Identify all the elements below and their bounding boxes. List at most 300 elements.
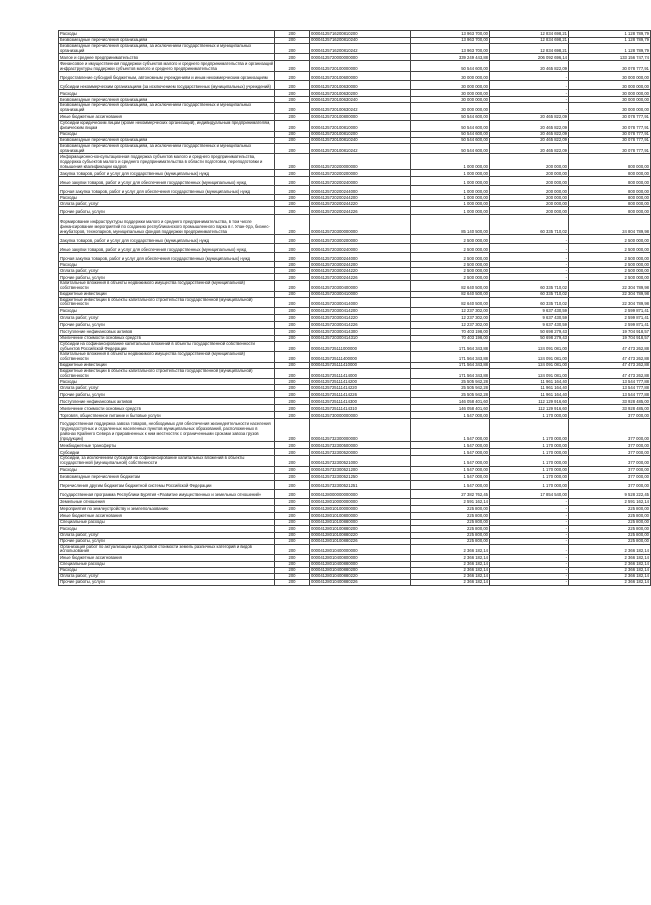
- cell-executed: 11 961 164,40: [490, 391, 569, 398]
- table-row: [59, 412, 651, 419]
- cell-executed: -: [490, 103, 569, 113]
- cell-executed: 206 092 696,14: [490, 54, 569, 61]
- cell-unexecuted: 225 800,00: [569, 532, 651, 538]
- cell-executed: -: [490, 498, 569, 505]
- cell-code: 200: [275, 329, 310, 336]
- cell-name: Безвозмездные перечисления организациям: [59, 137, 275, 143]
- cell-unexecuted: 13 544 777,88: [569, 385, 651, 391]
- cell-approved: 1 000 000,00: [411, 170, 490, 177]
- cell-unexecuted: 24 804 789,98: [569, 215, 651, 235]
- cell-unexecuted: 30 078 777,91: [569, 113, 651, 120]
- cell-name: Расходы: [59, 308, 275, 315]
- cell-code: 200: [275, 315, 310, 322]
- cell-approved: 2 500 000,00: [411, 253, 490, 262]
- cell-unexecuted: 225 800,00: [569, 519, 651, 525]
- cell-unexecuted: 2 500 000,00: [569, 262, 651, 268]
- cell-approved: 2 500 000,00: [411, 235, 490, 244]
- cell-name: Поступление нефинансовых активов: [59, 398, 275, 405]
- cell-kbk: 00004125725111410000: [310, 362, 411, 368]
- table-row: [59, 103, 651, 113]
- cell-approved: 225 800,00: [411, 519, 490, 525]
- table-row: [59, 352, 651, 362]
- cell-kbk: 00004125732300500000: [310, 442, 411, 449]
- cell-kbk: 00004128010400880220: [310, 574, 411, 580]
- cell-unexecuted: 225 800,00: [569, 505, 651, 512]
- cell-kbk: 00004125720100630240: [310, 97, 411, 103]
- cell-name: Предоставление субсидий бюджетным, автономным учреждениям и иным некоммерческим организациям: [59, 72, 275, 81]
- cell-code: 200: [275, 466, 310, 473]
- cell-name: Субсидии юридическим лицам (кроме некоммерческих организаций), индивидуальным предпринимателям, физическим лицам: [59, 120, 275, 131]
- cell-unexecuted: 377 000,00: [569, 449, 651, 456]
- cell-approved: 1 000 000,00: [411, 154, 490, 170]
- cell-executed: 20 465 822,09: [490, 120, 569, 131]
- cell-unexecuted: 377 000,00: [569, 480, 651, 489]
- cell-name: Бюджетные инвестиции: [59, 291, 275, 297]
- cell-executed: -: [490, 580, 569, 586]
- cell-executed: 12 834 698,21: [490, 31, 569, 38]
- cell-name: Расходы: [59, 195, 275, 201]
- cell-approved: 1 000 000,00: [411, 177, 490, 186]
- cell-executed: 200 000,00: [490, 201, 569, 207]
- table-row: [59, 297, 651, 307]
- cell-code: 200: [275, 281, 310, 291]
- table-row: [59, 120, 651, 131]
- cell-approved: 1 000 000,00: [411, 207, 490, 215]
- cell-unexecuted: 2 366 182,14: [569, 555, 651, 562]
- cell-name: Расходы: [59, 525, 275, 532]
- cell-kbk: 00004125720300244200: [310, 262, 411, 268]
- cell-kbk: 00004128010100880226: [310, 538, 411, 544]
- cell-unexecuted: 30 000 000,00: [569, 90, 651, 97]
- cell-code: 200: [275, 143, 310, 153]
- table-row: [59, 368, 651, 378]
- cell-approved: 225 800,00: [411, 512, 490, 519]
- cell-kbk: 00004125720100600000: [310, 72, 411, 81]
- cell-executed: 20 465 822,09: [490, 61, 569, 72]
- cell-approved: 13 963 700,00: [411, 31, 490, 38]
- table-row: [59, 442, 651, 449]
- cell-code: 200: [275, 154, 310, 170]
- cell-name: Государственная поддержка завоза товаров, необходимых для обеспечения жизнедеятельности населения труднодоступных и отдаленных населенных пунктов муниципальных образований, расположенных в районах Крайнего Севера и приравненных к ним местностях с ограниченными сроками завоза грузов (продукции): [59, 419, 275, 442]
- cell-executed: 112 129 916,60: [490, 398, 569, 405]
- cell-name: Прочие работы, услуги: [59, 274, 275, 281]
- cell-executed: -: [490, 555, 569, 562]
- cell-approved: 2 500 000,00: [411, 262, 490, 268]
- cell-executed: -: [490, 97, 569, 103]
- cell-kbk: 00004125720300414310: [310, 336, 411, 342]
- cell-kbk: 00004128000000000000: [310, 489, 411, 498]
- cell-kbk: 00004128010100880200: [310, 525, 411, 532]
- cell-executed: -: [490, 574, 569, 580]
- cell-kbk: 00004125720200244200: [310, 195, 411, 201]
- cell-executed: 1 170 000,00: [490, 456, 569, 466]
- table-row: [59, 456, 651, 466]
- cell-name: Увеличение стоимости основных средств: [59, 405, 275, 412]
- table-body: [59, 31, 651, 586]
- table-row: [59, 61, 651, 72]
- cell-unexecuted: 225 800,00: [569, 538, 651, 544]
- cell-unexecuted: 47 473 262,88: [569, 352, 651, 362]
- cell-name: Перечисления другим бюджетам бюджетной системы Российской Федерации: [59, 480, 275, 489]
- cell-unexecuted: 225 800,00: [569, 512, 651, 519]
- cell-approved: 171 564 343,88: [411, 342, 490, 352]
- cell-code: 200: [275, 235, 310, 244]
- cell-executed: 1 170 000,00: [490, 480, 569, 489]
- cell-executed: 17 854 540,00: [490, 489, 569, 498]
- cell-name: Закупка товаров, работ и услуг для государственных (муниципальных) нужд: [59, 235, 275, 244]
- cell-approved: 146 058 401,60: [411, 398, 490, 405]
- cell-code: 200: [275, 103, 310, 113]
- cell-approved: 13 963 700,00: [411, 38, 490, 44]
- cell-unexecuted: 377 000,00: [569, 473, 651, 480]
- cell-code: 200: [275, 170, 310, 177]
- cell-unexecuted: 47 473 262,88: [569, 368, 651, 378]
- cell-name: Безвозмездные перечисления организациям, за исключением государственных и муниципальных организаций: [59, 103, 275, 113]
- cell-unexecuted: 377 000,00: [569, 419, 651, 442]
- cell-name: Капитальные вложения в объекты недвижимого имущества государственной (муниципальной) собственности: [59, 352, 275, 362]
- cell-unexecuted: 9 528 222,45: [569, 489, 651, 498]
- cell-code: 200: [275, 519, 310, 525]
- cell-kbk: 00004125730000000000: [310, 412, 411, 419]
- cell-code: 200: [275, 268, 310, 274]
- table-row: [59, 473, 651, 480]
- cell-code: 200: [275, 253, 310, 262]
- cell-unexecuted: 2 366 182,14: [569, 580, 651, 586]
- cell-name: Бюджетные инвестиции в объекты капитального строительства государственной (муниципальной) собственности: [59, 368, 275, 378]
- cell-code: 200: [275, 568, 310, 574]
- cell-approved: 30 000 000,00: [411, 72, 490, 81]
- cell-kbk: 00004128010100800000: [310, 512, 411, 519]
- cell-name: Организация работ по актуализации кадастровой стоимости земель различных категорий и видов использования: [59, 544, 275, 554]
- cell-executed: 20 465 822,09: [490, 137, 569, 143]
- cell-approved: 50 544 600,00: [411, 137, 490, 143]
- cell-name: Иные бюджетные ассигнования: [59, 555, 275, 562]
- cell-code: 200: [275, 398, 310, 405]
- cell-executed: -: [490, 90, 569, 97]
- cell-code: 200: [275, 385, 310, 391]
- cell-unexecuted: 2 591 162,14: [569, 498, 651, 505]
- cell-executed: 124 091 081,00: [490, 362, 569, 368]
- cell-code: 200: [275, 489, 310, 498]
- cell-executed: -: [490, 544, 569, 554]
- cell-name: Оплата работ, услуг: [59, 532, 275, 538]
- cell-kbk: 00004125725111414200: [310, 379, 411, 385]
- table-row: [59, 54, 651, 61]
- cell-unexecuted: 377 000,00: [569, 456, 651, 466]
- cell-executed: -: [490, 274, 569, 281]
- cell-approved: 1 547 000,00: [411, 449, 490, 456]
- cell-approved: 2 366 182,14: [411, 568, 490, 574]
- cell-unexecuted: 2 500 000,00: [569, 274, 651, 281]
- cell-kbk: 00004125720100000000: [310, 61, 411, 72]
- cell-executed: -: [490, 532, 569, 538]
- cell-executed: 200 000,00: [490, 154, 569, 170]
- cell-kbk: 00004125716200810240: [310, 38, 411, 44]
- table-row: [59, 177, 651, 186]
- cell-name: Бюджетные инвестиции в объекты капитального строительства государственной (муниципальной) собственности: [59, 297, 275, 307]
- cell-unexecuted: 2 599 871,41: [569, 322, 651, 329]
- table-row: [59, 207, 651, 215]
- cell-approved: 1 000 000,00: [411, 186, 490, 195]
- cell-approved: 2 500 000,00: [411, 244, 490, 253]
- cell-name: Увеличение стоимости основных средств: [59, 336, 275, 342]
- cell-kbk: 00004128010100000000: [310, 505, 411, 512]
- cell-kbk: 00004125720200240000: [310, 177, 411, 186]
- table-row: [59, 419, 651, 442]
- cell-unexecuted: 1 128 789,79: [569, 44, 651, 54]
- cell-name: Межбюджетные трансферты: [59, 442, 275, 449]
- cell-code: 200: [275, 405, 310, 412]
- cell-name: Прочие работы, услуги: [59, 580, 275, 586]
- cell-kbk: 00004128010000000000: [310, 498, 411, 505]
- cell-kbk: 00004128010400800000: [310, 555, 411, 562]
- cell-approved: 50 544 600,00: [411, 143, 490, 153]
- cell-kbk: 00004125725111414310: [310, 405, 411, 412]
- cell-kbk: 00004125720100810240: [310, 137, 411, 143]
- cell-code: 200: [275, 274, 310, 281]
- cell-executed: 1 170 000,00: [490, 412, 569, 419]
- cell-code: 200: [275, 244, 310, 253]
- cell-unexecuted: 2 500 000,00: [569, 235, 651, 244]
- cell-name: Расходы: [59, 31, 275, 38]
- cell-kbk: 00004125732300521000: [310, 456, 411, 466]
- cell-kbk: 00004125720200244220: [310, 201, 411, 207]
- cell-unexecuted: 47 473 262,88: [569, 342, 651, 352]
- cell-name: Расходы: [59, 90, 275, 97]
- cell-name: Расходы: [59, 466, 275, 473]
- cell-code: 200: [275, 81, 310, 90]
- cell-unexecuted: 22 304 789,98: [569, 291, 651, 297]
- cell-unexecuted: 2 366 182,14: [569, 544, 651, 554]
- cell-code: 200: [275, 90, 310, 97]
- cell-name: Субсидии некоммерческим организациям (за исключением государственных (муниципальных) учреждений): [59, 81, 275, 90]
- table-row: [59, 544, 651, 554]
- cell-kbk: 00004125720300244226: [310, 274, 411, 281]
- cell-approved: 82 640 500,00: [411, 297, 490, 307]
- cell-kbk: 00004125720100630242: [310, 103, 411, 113]
- cell-code: 200: [275, 207, 310, 215]
- cell-approved: 2 500 000,00: [411, 268, 490, 274]
- cell-kbk: 00004125720300414220: [310, 315, 411, 322]
- cell-unexecuted: 47 473 262,88: [569, 362, 651, 368]
- cell-executed: 20 465 822,09: [490, 131, 569, 137]
- cell-executed: 112 129 916,60: [490, 405, 569, 412]
- table-row: [59, 244, 651, 253]
- cell-code: 200: [275, 362, 310, 368]
- table-row: [59, 44, 651, 54]
- cell-approved: 2 366 182,14: [411, 555, 490, 562]
- cell-name: Субсидии на софинансирование капитальных вложений в объекты государственной собственности субъектов Российской Федерации: [59, 342, 275, 352]
- cell-code: 200: [275, 291, 310, 297]
- cell-kbk: 00004128010100880220: [310, 532, 411, 538]
- cell-unexecuted: 22 304 789,98: [569, 297, 651, 307]
- cell-kbk: 00004125720200000000: [310, 154, 411, 170]
- cell-code: 200: [275, 215, 310, 235]
- cell-executed: -: [490, 538, 569, 544]
- table-row: [59, 498, 651, 505]
- cell-executed: -: [490, 72, 569, 81]
- cell-name: Субсидии: [59, 449, 275, 456]
- cell-unexecuted: 30 000 000,00: [569, 72, 651, 81]
- cell-unexecuted: 2 366 182,14: [569, 568, 651, 574]
- cell-code: 200: [275, 580, 310, 586]
- cell-code: 200: [275, 61, 310, 72]
- cell-kbk: 00004125720200200000: [310, 170, 411, 177]
- cell-approved: 2 366 182,14: [411, 544, 490, 554]
- cell-kbk: 00004125720300000000: [310, 215, 411, 235]
- cell-name: Расходы: [59, 568, 275, 574]
- cell-unexecuted: 800 000,00: [569, 186, 651, 195]
- cell-unexecuted: 1 128 789,79: [569, 38, 651, 44]
- cell-approved: 1 000 000,00: [411, 201, 490, 207]
- cell-unexecuted: 225 800,00: [569, 525, 651, 532]
- cell-code: 200: [275, 342, 310, 352]
- cell-unexecuted: 30 078 777,91: [569, 120, 651, 131]
- cell-code: 200: [275, 352, 310, 362]
- cell-executed: 12 834 698,21: [490, 38, 569, 44]
- cell-name: Иные закупки товаров, работ и услуг для обеспечения государственных (муниципальных) нужд: [59, 177, 275, 186]
- cell-name: Оплата работ, услуг: [59, 315, 275, 322]
- cell-code: 200: [275, 31, 310, 38]
- cell-approved: 171 564 343,88: [411, 368, 490, 378]
- cell-name: Иные бюджетные ассигнования: [59, 113, 275, 120]
- table-row: [59, 143, 651, 153]
- cell-executed: -: [490, 568, 569, 574]
- cell-kbk: 00004125720300414300: [310, 329, 411, 336]
- table-row: [59, 90, 651, 97]
- table-row: [59, 186, 651, 195]
- cell-unexecuted: 22 304 789,98: [569, 281, 651, 291]
- cell-unexecuted: 30 078 777,91: [569, 61, 651, 72]
- cell-approved: 1 547 000,00: [411, 442, 490, 449]
- cell-executed: -: [490, 81, 569, 90]
- cell-kbk: 00004128010400000000: [310, 544, 411, 554]
- cell-executed: -: [490, 253, 569, 262]
- cell-unexecuted: 377 000,00: [569, 412, 651, 419]
- cell-unexecuted: 2 500 000,00: [569, 268, 651, 274]
- cell-kbk: 00004125725111414220: [310, 385, 411, 391]
- cell-approved: 25 505 942,28: [411, 391, 490, 398]
- cell-code: 200: [275, 262, 310, 268]
- cell-unexecuted: 30 000 000,00: [569, 97, 651, 103]
- cell-approved: 50 544 600,00: [411, 113, 490, 120]
- cell-approved: 13 963 700,00: [411, 44, 490, 54]
- cell-approved: 30 000 000,00: [411, 90, 490, 97]
- cell-approved: 30 000 000,00: [411, 97, 490, 103]
- table-row: [59, 342, 651, 352]
- cell-code: 200: [275, 322, 310, 329]
- cell-kbk: 00004125720100810242: [310, 143, 411, 153]
- cell-kbk: 00004125720000000000: [310, 54, 411, 61]
- cell-executed: 60 335 710,02: [490, 297, 569, 307]
- cell-name: Оплата работ, услуг: [59, 385, 275, 391]
- cell-code: 200: [275, 177, 310, 186]
- cell-name: Иные закупки товаров, работ и услуг для обеспечения государственных (муниципальных) нужд: [59, 244, 275, 253]
- cell-name: Прочие работы, услуги: [59, 538, 275, 544]
- cell-code: 200: [275, 412, 310, 419]
- cell-unexecuted: 13 544 777,88: [569, 391, 651, 398]
- cell-approved: 2 500 000,00: [411, 274, 490, 281]
- cell-executed: -: [490, 519, 569, 525]
- table-row: [59, 215, 651, 235]
- cell-code: 200: [275, 131, 310, 137]
- cell-name: Торговля, общественное питание и бытовые услуги: [59, 412, 275, 419]
- cell-code: 200: [275, 308, 310, 315]
- cell-code: 200: [275, 512, 310, 519]
- cell-executed: 1 170 000,00: [490, 419, 569, 442]
- cell-kbk: 00004128010400880000: [310, 562, 411, 568]
- cell-code: 200: [275, 113, 310, 120]
- cell-name: Безвозмездные перечисления организациям: [59, 97, 275, 103]
- cell-code: 200: [275, 72, 310, 81]
- cell-code: 200: [275, 97, 310, 103]
- cell-approved: 1 547 000,00: [411, 412, 490, 419]
- cell-name: Расходы: [59, 131, 275, 137]
- cell-kbk: 00004125720300400000: [310, 281, 411, 291]
- cell-name: Прочая закупка товаров, работ и услуг для обеспечения государственных (муниципальных) нужд: [59, 186, 275, 195]
- cell-unexecuted: 33 928 485,00: [569, 398, 651, 405]
- cell-executed: 124 091 081,00: [490, 352, 569, 362]
- cell-executed: -: [490, 512, 569, 519]
- cell-kbk: 00004125720300414226: [310, 322, 411, 329]
- cell-code: 200: [275, 201, 310, 207]
- cell-unexecuted: 800 000,00: [569, 170, 651, 177]
- cell-unexecuted: 800 000,00: [569, 201, 651, 207]
- table-row: [59, 81, 651, 90]
- cell-name: Прочие работы, услуги: [59, 391, 275, 398]
- table-row: [59, 322, 651, 329]
- cell-kbk: 00004125716200810242: [310, 44, 411, 54]
- cell-name: Безвозмездные перечисления организациям, за исключением государственных и муниципальных организаций: [59, 44, 275, 54]
- cell-name: Безвозмездные перечисления организациям, за исключением государственных и муниципальных организаций: [59, 143, 275, 153]
- cell-code: 200: [275, 505, 310, 512]
- cell-approved: 50 544 600,00: [411, 61, 490, 72]
- cell-name: Информационно-консультационная поддержка субъектов малого и среднего предпринимательства, поддержка субъектов малого и среднего предпринимательства в области подготовки, переподготовки и повышения квалификации кадров: [59, 154, 275, 170]
- cell-executed: 1 170 000,00: [490, 449, 569, 456]
- cell-approved: 225 800,00: [411, 532, 490, 538]
- cell-approved: 1 547 000,00: [411, 466, 490, 473]
- cell-approved: 12 237 302,00: [411, 308, 490, 315]
- table-row: [59, 113, 651, 120]
- cell-approved: 82 640 500,00: [411, 291, 490, 297]
- cell-executed: 60 335 710,02: [490, 281, 569, 291]
- cell-executed: 9 637 430,59: [490, 322, 569, 329]
- cell-code: 200: [275, 562, 310, 568]
- cell-approved: 225 800,00: [411, 505, 490, 512]
- cell-executed: 12 834 698,21: [490, 44, 569, 54]
- table-row: [59, 235, 651, 244]
- cell-unexecuted: 2 500 000,00: [569, 253, 651, 262]
- cell-name: Прочие работы, услуги: [59, 322, 275, 329]
- cell-approved: 70 403 198,00: [411, 336, 490, 342]
- cell-name: Оплата работ, услуг: [59, 574, 275, 580]
- cell-name: Оплата работ, услуг: [59, 268, 275, 274]
- cell-unexecuted: 13 544 777,88: [569, 379, 651, 385]
- cell-executed: -: [490, 562, 569, 568]
- cell-kbk: 00004125720100630200: [310, 90, 411, 97]
- cell-code: 200: [275, 120, 310, 131]
- cell-code: 200: [275, 532, 310, 538]
- cell-kbk: 00004128010100880000: [310, 519, 411, 525]
- cell-unexecuted: 377 000,00: [569, 466, 651, 473]
- cell-code: 200: [275, 38, 310, 44]
- table-row: [59, 580, 651, 586]
- cell-unexecuted: 30 078 777,91: [569, 131, 651, 137]
- cell-code: 200: [275, 419, 310, 442]
- cell-executed: 200 000,00: [490, 177, 569, 186]
- budget-execution-table: [58, 30, 651, 586]
- cell-kbk: 00004125732300521251: [310, 480, 411, 489]
